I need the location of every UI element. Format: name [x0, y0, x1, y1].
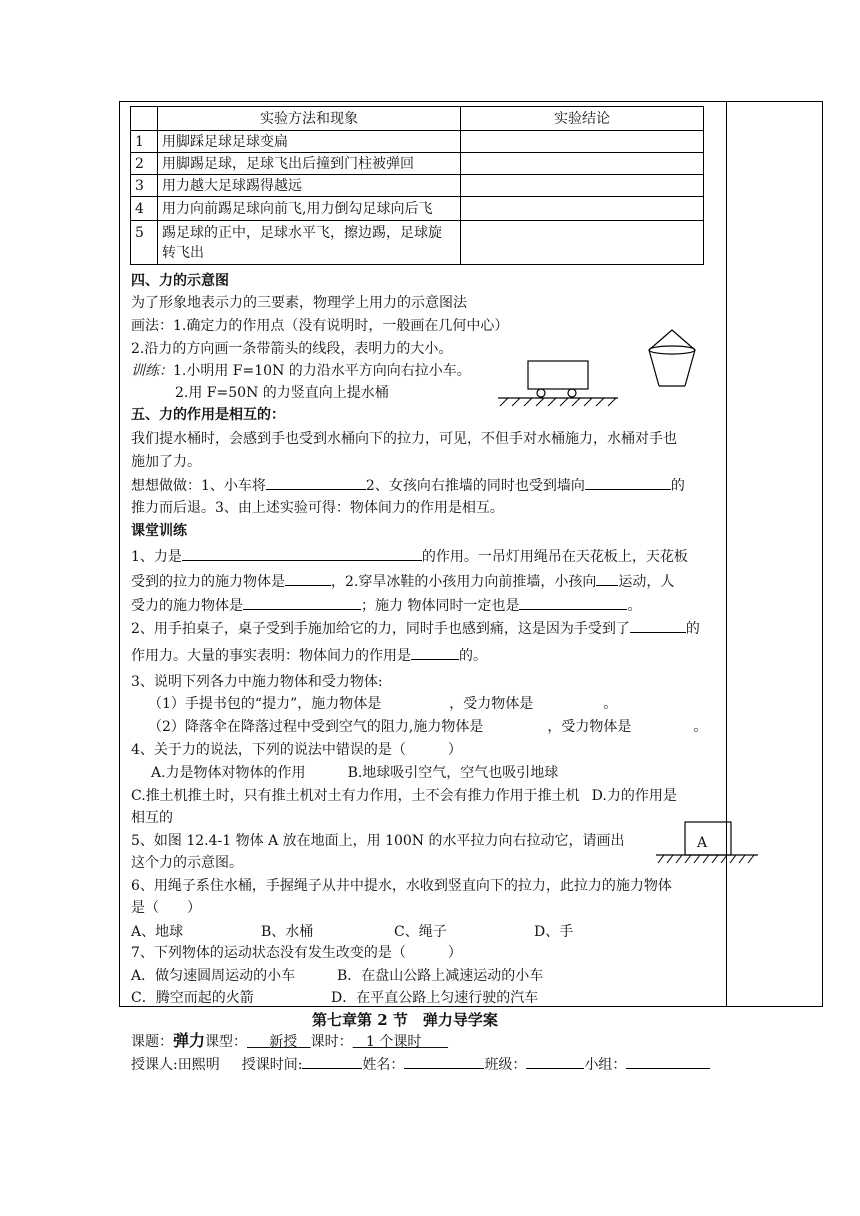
time-field[interactable]: [302, 1054, 362, 1069]
practice-q2-line1: [131, 618, 700, 639]
topic-value: 弹力: [173, 1031, 206, 1050]
q6-option-c: C、绳子: [394, 924, 447, 940]
hours-value: [353, 1034, 448, 1050]
section4-train2: 2.用 F=50N 的力竖直向上提水桶: [175, 385, 389, 401]
practice-heading: 课堂训练: [131, 523, 187, 539]
practice-q4-option-c: [131, 786, 677, 806]
blank-wall-direction[interactable]: [585, 475, 671, 490]
hours-label: 课时：: [310, 1034, 353, 1050]
row-method: 用力越大足球踢得越远: [158, 175, 461, 197]
q2-part: 的。: [459, 648, 487, 664]
row-method-line2: 转飞出: [162, 245, 204, 261]
section4-train1: [131, 361, 471, 381]
blank-person-force-source[interactable]: [243, 595, 361, 610]
row-method: 用脚踩足球足球变扁: [158, 131, 461, 153]
row-conclusion[interactable]: [461, 197, 704, 221]
blank-child-direction[interactable]: [596, 571, 618, 586]
row-method: 用脚踢足球，足球飞出后撞到门柱被弹回: [158, 153, 461, 175]
class-info-line: [131, 1054, 710, 1075]
q3-part: ，受力物体是: [547, 719, 632, 735]
blank-ceiling-force-source[interactable]: [285, 571, 331, 586]
q4-option-b: B.地球吸引空气，空气也吸引地球: [347, 765, 559, 781]
row-number: 3: [131, 175, 158, 197]
header-conclusion: 实验结论: [461, 107, 704, 131]
q3-part: 。: [693, 719, 708, 735]
section4-heading: 四、力的示意图: [131, 273, 229, 289]
q2-part: 的: [685, 621, 700, 637]
q6-stem: 是（: [131, 900, 159, 916]
teacher: 授课人:田熙明: [131, 1057, 220, 1073]
q7-option-b: B．在盘山公路上减速运动的小车: [337, 968, 544, 984]
cart-diagram: [494, 355, 622, 411]
practice-q4-option-d2: 相互的: [131, 810, 173, 826]
q4-option-c: C.推土机推土时，只有推土机对土有力作用，土不会有推力作用于推土机: [131, 788, 580, 804]
section5-p2: 施加了力。: [131, 454, 201, 470]
practice-q5-line1: 5、如图 12.4-1 物体 A 放在地面上，用 100N 的水平拉力向右拉动它，请画出: [131, 833, 625, 849]
train1-text: 1.小明用 F=10N 的力沿水平方向向右拉小车。: [173, 363, 471, 379]
blank-hand-receives[interactable]: [630, 618, 686, 633]
q7-stem: ）: [447, 945, 462, 961]
row-conclusion[interactable]: [461, 153, 704, 175]
q6-option-d: D、手: [534, 924, 574, 940]
practice-q6-line1: 6、用绳子系住水桶，手握绳子从井中提水，水收到竖直向下的拉力，此拉力的施力物体: [131, 878, 672, 894]
table-row: [131, 221, 704, 265]
row-method-line1: 踢足球的正中，足球水平飞，擦边踢，足球旋: [162, 225, 442, 241]
topic-label: 课题：: [131, 1034, 173, 1050]
next-section-title: 第七章第 2 节 弹力导学案: [312, 1011, 498, 1029]
q7-option-d: D．在平直公路上匀速行驶的汽车: [331, 990, 539, 1006]
q1-part: 。: [627, 598, 642, 614]
group-field[interactable]: [626, 1054, 710, 1069]
type-label: 课型：: [205, 1034, 248, 1050]
section5-p1: 我们提水桶时，会感到手也受到水桶向下的拉力，可见，不但手对水桶施力，水桶对手也: [131, 431, 677, 447]
p3-part2: 2、女孩向右推墙的同时也受到墙向: [365, 478, 585, 494]
practice-q3-1: [148, 694, 617, 714]
table-row: [131, 153, 704, 175]
practice-q2-line2: [131, 645, 487, 666]
train-label: 训练：: [131, 363, 173, 379]
row-method: [158, 221, 461, 265]
row-conclusion[interactable]: [461, 131, 704, 153]
group-label: 小组：: [584, 1057, 627, 1073]
class-label: 班级：: [484, 1057, 527, 1073]
type-text: 新授: [269, 1034, 298, 1050]
q3-part: （1）手提书包的“提力”，施力物体是: [148, 696, 382, 712]
row-conclusion[interactable]: [461, 221, 704, 265]
row-number: 2: [131, 153, 158, 175]
q3-part: 。: [603, 696, 618, 712]
row-conclusion[interactable]: [461, 175, 704, 197]
p3-part3: 的: [670, 478, 685, 494]
blank-also-is[interactable]: [519, 595, 627, 610]
q4-stem: ）: [447, 742, 462, 758]
blank-interaction[interactable]: [411, 645, 459, 660]
q3-part: （2）降落伞在降落过程中受到空气的阻力,施力物体是: [148, 719, 484, 735]
q2-part: 2、用手拍桌子，桌子受到手施加给它的力，同时手也感到痛，这是因为手受到了: [131, 621, 630, 637]
q7-option-c: C．腾空而起的火箭: [131, 990, 254, 1006]
section4-method-step2: 2.沿力的方向画一条带箭头的线段，表明力的大小。: [131, 341, 453, 357]
q6-option-a: A、地球: [131, 924, 184, 940]
q7-stem: 7、下列物体的运动状态没有发生改变的是（: [131, 945, 406, 961]
q3-part: ，受力物体是: [449, 696, 534, 712]
practice-q1-line2: [131, 571, 674, 592]
q6-stem: ）: [187, 900, 201, 916]
table-row: [131, 131, 704, 153]
row-number: 5: [131, 221, 158, 265]
class-field[interactable]: [526, 1054, 584, 1069]
section5-heading: 五、力的作用是相互的：: [131, 407, 285, 423]
practice-q1-line3: [131, 595, 641, 616]
table-header-row: [131, 107, 704, 131]
q4-stem: 4、关于力的说法，下列的说法中错误的是（: [131, 742, 406, 758]
table-row: [131, 197, 704, 221]
section5-p3: [131, 475, 685, 496]
p3-part1: 想想做做：1、小车将: [131, 478, 266, 494]
right-margin-column-line: [726, 102, 727, 1006]
practice-q5-line2: 这个力的示意图。: [131, 855, 243, 871]
box-a-label: A: [697, 835, 708, 851]
q4-option-d: D.力的作用是: [591, 788, 677, 804]
practice-q4: [131, 740, 462, 760]
blank-force-definition[interactable]: [182, 546, 422, 561]
row-number: 4: [131, 197, 158, 221]
q1-part: 的作用。一吊灯用绳吊在天花板上，天花板: [421, 549, 688, 565]
q6-option-b: B、水桶: [261, 924, 314, 940]
q1-part: 受到的拉力的施力物体是: [131, 574, 285, 590]
practice-q7: [131, 943, 462, 963]
practice-q1-line1: [131, 546, 688, 567]
type-value: [247, 1034, 311, 1050]
q7-option-a: A．做匀速圆周运动的小车: [131, 968, 296, 984]
practice-q6-line2: [131, 898, 201, 918]
row-number: 1: [131, 131, 158, 153]
section5-p4: 推力而后退。3、由上述实验可得：物体间力的作用是相互。: [131, 500, 504, 516]
hours-text: 1 个课时: [366, 1034, 422, 1050]
q4-option-a: A.力是物体对物体的作用: [151, 765, 306, 781]
q1-part: 1、力是: [131, 549, 182, 565]
row-method: 用力向前踢足球向前飞,用力倒勾足球向后飞: [158, 197, 461, 221]
practice-q3: 3、说明下列各力中施力物体和受力物体:: [131, 674, 383, 690]
bucket-diagram: [641, 328, 701, 390]
blank-cart[interactable]: [266, 475, 366, 490]
practice-q3-2: [148, 717, 707, 737]
lesson-info-line: [131, 1031, 448, 1052]
q1-part: 受力的施力物体是: [131, 598, 243, 614]
time-label: 授课时间:: [241, 1057, 303, 1073]
name-field[interactable]: [404, 1054, 484, 1069]
table-row: [131, 175, 704, 197]
q1-part: 运动，人: [618, 574, 675, 590]
experiment-table: [130, 106, 704, 265]
section4-method-step1: 画法：1.确定力的作用点（没有说明时，一般画在几何中心）: [131, 318, 509, 334]
practice-q4-options-ab: [151, 763, 558, 783]
q1-part: ，2.穿旱冰鞋的小孩用力向前推墙，小孩向: [331, 574, 597, 590]
q2-part: 作用力。大量的事实表明：物体间力的作用是: [131, 648, 411, 664]
q1-part: ；施力 物体同时一定也是: [361, 598, 520, 614]
section4-intro: 为了形象地表示力的三要素，物理学上用力的示意图法: [131, 295, 467, 311]
name-label: 姓名：: [362, 1057, 405, 1073]
header-method: 实验方法和现象: [158, 107, 461, 131]
